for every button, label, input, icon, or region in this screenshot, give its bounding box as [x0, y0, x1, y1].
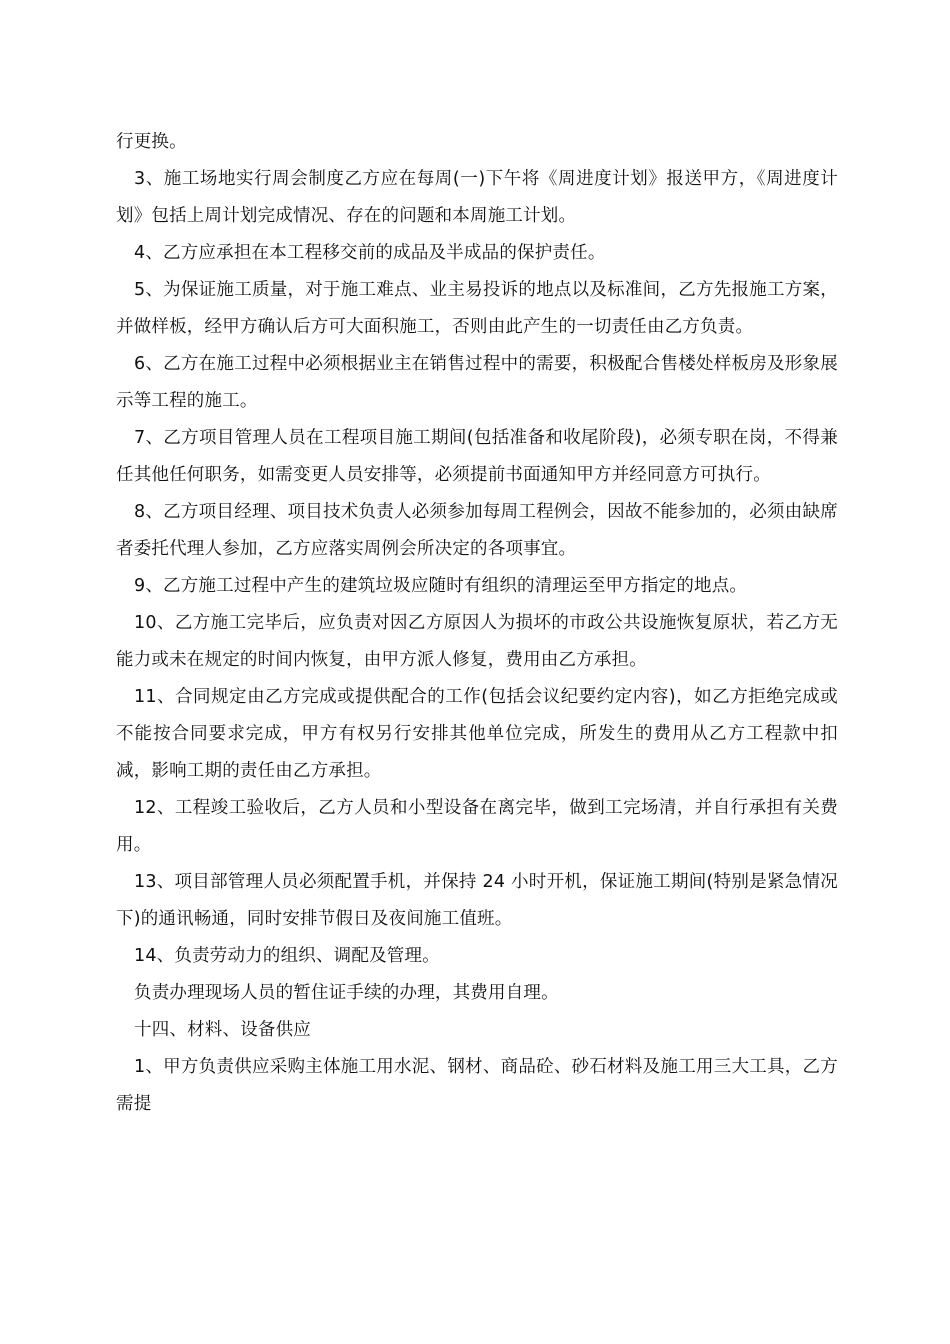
paragraph-item-12: 12、工程竣工验收后，乙方人员和小型设备在离完毕，做到工完场清，并自行承担有关费用。 [116, 798, 838, 855]
paragraph-temporary-residence: 负责办理现场人员的暂住证手续的办理，其费用自理。 [134, 983, 559, 1003]
paragraph-item-4: 4、乙方应承担在本工程移交前的成品及半成品的保护责任。 [134, 243, 606, 263]
paragraph-item-14: 14、负责劳动力的组织、调配及管理。 [134, 946, 440, 966]
paragraph-item-8: 8、乙方项目经理、项目技术负责人必须参加每周工程例会，因故不能参加的，必须由缺席者委托代理人参加，乙方应落实周例会所决定的各项事宜。 [116, 502, 838, 559]
paragraph-item-10: 10、乙方施工完毕后，应负责对因乙方原因人为损坏的市政公共设施恢复原状，若乙方无能力或未在规定的时间内恢复，由甲方派人修复，费用由乙方承担。 [116, 613, 838, 670]
paragraph-item-3: 3、施工场地实行周会制度乙方应在每周(一)下午将《周进度计划》报送甲方，《周进度计划》包括上周计划完成情况、存在的问题和本周施工计划。 [116, 169, 838, 226]
paragraph-continuation: 行更换。 [116, 132, 187, 152]
section-heading-materials: 十四、材料、设备供应 [134, 1020, 311, 1040]
paragraph-item-5: 5、为保证施工质量，对于施工难点、业主易投诉的地点以及标准间，乙方先报施工方案，并做样板，经甲方确认后方可大面积施工，否则由此产生的一切责任由乙方负责。 [116, 280, 838, 337]
document-body [116, 124, 838, 1123]
paragraph-item-13: 13、项目部管理人员必须配置手机，并保持 24 小时开机，保证施工期间(特别是紧急情况下)的通讯畅通，同时安排节假日及夜间施工值班。 [116, 872, 838, 929]
paragraph-item-9: 9、乙方施工过程中产生的建筑垃圾应随时有组织的清理运至甲方指定的地点。 [134, 576, 748, 596]
paragraph-item-11: 11、合同规定由乙方完成或提供配合的工作(包括会议纪要约定内容)，如乙方拒绝完成或不能按合同要求完成，甲方有权另行安排其他单位完成，所发生的费用从乙方工程款中扣减，影响工期的责任由乙方承担。 [116, 687, 838, 781]
paragraph-item-6: 6、乙方在施工过程中必须根据业主在销售过程中的需要，积极配合售楼处样板房及形象展示等工程的施工。 [116, 354, 838, 411]
paragraph-materials-item-1: 1、甲方负责供应采购主体施工用水泥、钢材、商品砼、砂石材料及施工用三大工具，乙方需提 [116, 1057, 838, 1114]
paragraph-item-7: 7、乙方项目管理人员在工程项目施工期间(包括准备和收尾阶段)，必须专职在岗，不得兼任其他任何职务，如需变更人员安排等，必须提前书面通知甲方并经同意方可执行。 [116, 428, 838, 485]
